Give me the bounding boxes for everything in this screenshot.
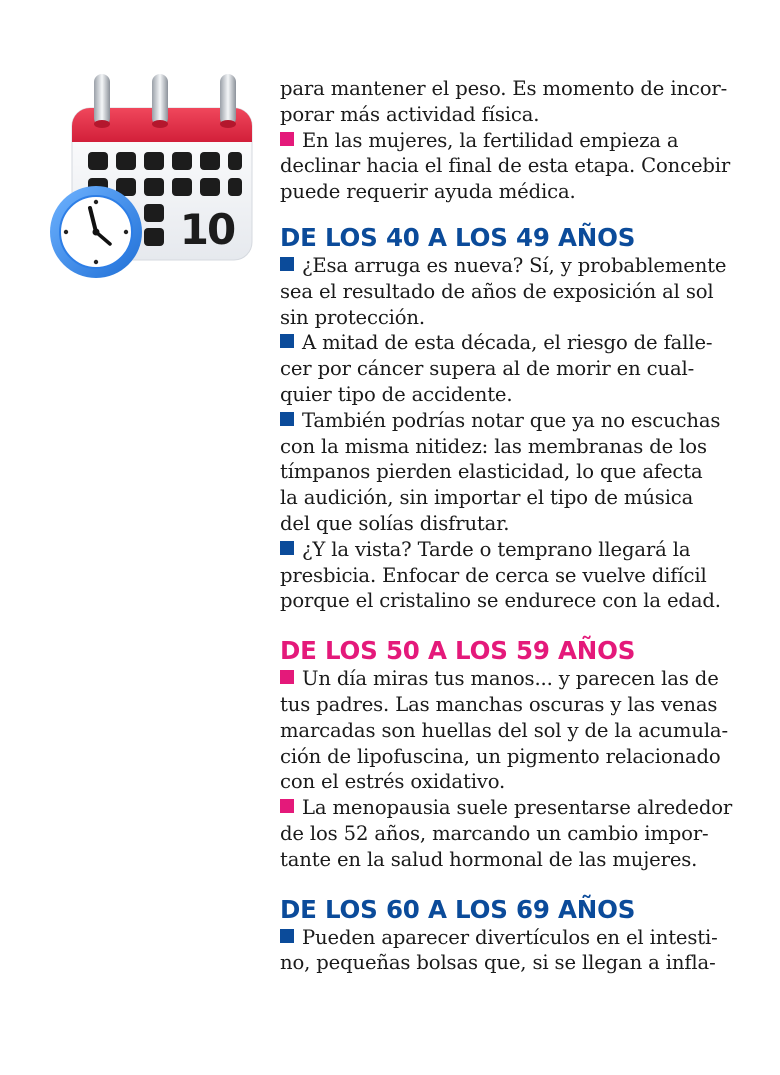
text-line: Un día miras tus manos... y parecen las de [302, 667, 719, 691]
text-line: declinar hacia el final de esta etapa. Concebir [280, 154, 731, 178]
text-line: marcadas son huellas del sol y de la acumula- [280, 718, 728, 742]
clock-icon [50, 186, 142, 278]
blue-bullet-icon [280, 929, 294, 943]
text-line: Pueden aparecer divertículos en el intesti- [302, 925, 718, 949]
bullet-paragraph [280, 537, 725, 614]
blue-bullet-icon [280, 412, 294, 426]
section-heading-50-59: DE LOS 50 A LOS 59 AÑOS [280, 636, 636, 666]
text-line: ¿Y la vista? Tarde o temprano llegará la [302, 537, 691, 561]
text-line: porque el cristalino se endurece con la edad. [280, 589, 721, 613]
blue-bullet-icon [280, 541, 294, 555]
pink-bullet-icon [280, 799, 294, 813]
text-line: del que solías disfrutar. [280, 511, 510, 535]
text-line: sin protección. [280, 305, 425, 329]
text-line: ción de lipofuscina, un pigmento relacionado [280, 744, 721, 768]
calendar-clock-illustration [44, 68, 258, 286]
text-line: sea el resultado de años de exposición al sol [280, 279, 714, 303]
text-line: la audición, sin importar el tipo de música [280, 486, 694, 510]
blue-bullet-icon [280, 257, 294, 271]
section-heading-60-69: DE LOS 60 A LOS 69 AÑOS [280, 894, 636, 924]
text-line: presbicia. Enfocar de cerca se vuelve difícil [280, 563, 707, 587]
text-line: tante en la salud hormonal de las mujeres. [280, 847, 698, 871]
text-line: para mantener el peso. Es momento de incor- [280, 77, 728, 100]
intro-paragraph [280, 128, 731, 205]
text-line: con la misma nitidez: las membranas de los [280, 434, 707, 458]
calendar-day-number: 10 [179, 205, 235, 254]
blue-bullet-icon [280, 334, 294, 348]
section-heading-40-49: DE LOS 40 A LOS 49 AÑOS [280, 222, 636, 252]
article-body [280, 76, 733, 976]
text-line: cer por cáncer supera al de morir en cual- [280, 357, 695, 381]
bullet-paragraph [280, 408, 725, 537]
text-line: La menopausia suele presentarse alrededor [302, 796, 733, 820]
text-line: puede requerir ayuda médica. [280, 180, 576, 204]
bullet-paragraph [280, 330, 725, 407]
text-line: tímpanos pierden elasticidad, lo que afecta [280, 460, 703, 484]
text-line: tus padres. Las manchas oscuras y las venas [280, 692, 718, 716]
text-line: con el estrés oxidativo. [280, 770, 506, 794]
text-line: A mitad de esta década, el riesgo de falle- [302, 331, 713, 355]
text-line: En las mujeres, la fertilidad empieza a [302, 128, 679, 152]
text-line: porar más actividad física. [280, 102, 540, 126]
bullet-paragraph [280, 795, 733, 872]
text-line: quier tipo de accidente. [280, 382, 513, 406]
bullet-paragraph [280, 925, 725, 977]
intro-paragraph [280, 76, 728, 128]
text-line: de los 52 años, marcando un cambio impor- [280, 821, 709, 845]
bullet-paragraph [280, 666, 728, 795]
pink-bullet-icon [280, 670, 294, 684]
text-line: También podrías notar que ya no escuchas [302, 408, 721, 432]
text-line: ¿Esa arruga es nueva? Sí, y probablemente [302, 253, 727, 277]
pink-bullet-icon [280, 132, 294, 146]
text-line: no, pequeñas bolsas que, si se llegan a infla- [280, 951, 716, 975]
bullet-paragraph [280, 253, 725, 330]
